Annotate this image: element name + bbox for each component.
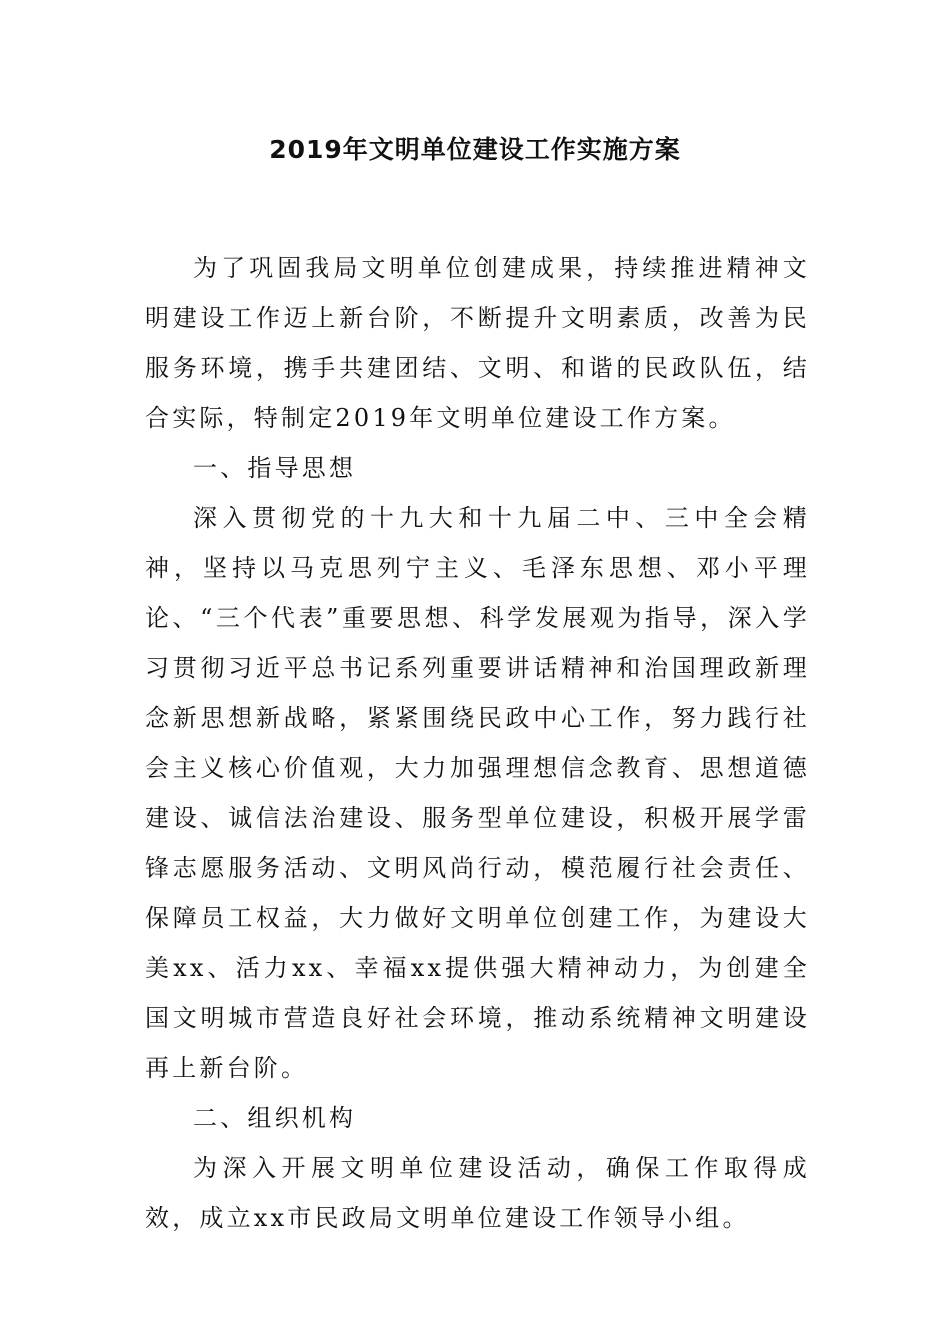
document-title: 2019年文明单位建设工作实施方案 [269, 135, 681, 164]
organization-paragraph: 为深入开展文明单位建设活动，确保工作取得成效，成立xx市民政局文明单位建设工作领导小组。 [145, 1154, 810, 1232]
guiding-ideology-paragraph: 深入贯彻党的十九大和十九届二中、三中全会精神，坚持以马克思列宁主义、毛泽东思想、邓小平理论、“三个代表”重要思想、科学发展观为指导，深入学习贯彻习近平总书记系列重要讲话精神和治国理政新理念新思想新战略，紧紧围绕民政中心工作，努力践行社会主义核心价值观，大力加强理想信念教育、思想道德建设、诚信法治建设、服务型单位建设，积极开展学雷锋志愿服务活动、文明风尚行动，模范履行社会责任、保障员工权益，大力做好文明单位创建工作，为建设大美xx、活力xx、幸福xx提供强大精神动力，为创建全国文明城市营造良好社会环境，推动系统精神文明建设再上新台阶。 [145, 504, 810, 1082]
section-heading-guiding-ideology: 一、指导思想 [193, 454, 357, 482]
document-body [145, 243, 810, 1243]
section-heading-organization: 二、组织机构 [193, 1104, 357, 1132]
intro-paragraph: 为了巩固我局文明单位创建成果，持续推进精神文明建设工作迈上新台阶，不断提升文明素质，改善为民服务环境，携手共建团结、文明、和谐的民政队伍，结合实际，特制定2019年文明单位建设工作方案。 [145, 254, 810, 432]
